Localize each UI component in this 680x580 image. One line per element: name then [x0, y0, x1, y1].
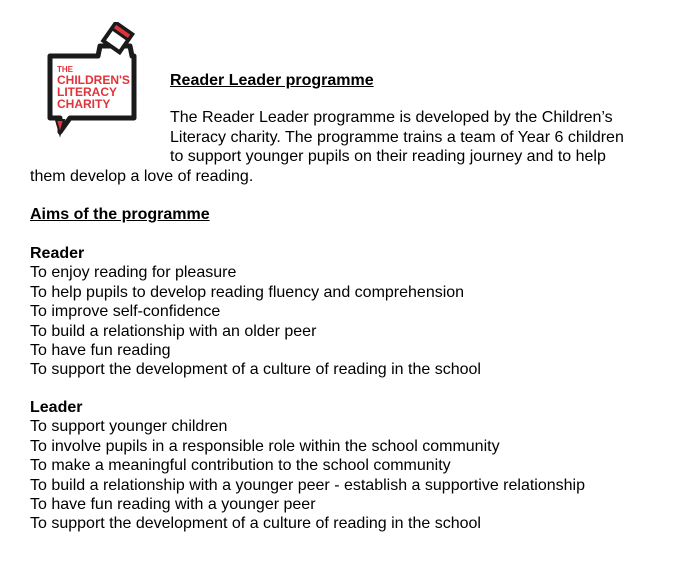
- list-item: To build a relationship with an older peer: [30, 322, 317, 340]
- reader-section: [30, 244, 670, 380]
- list-item: To involve pupils in a responsible role within the school community: [30, 437, 500, 455]
- logo-text-literacy: LITERACY: [57, 85, 117, 99]
- list-item: To support younger children: [30, 418, 228, 436]
- logo-text-the: THE: [57, 65, 73, 74]
- list-item: To support the development of a culture of reading in the school: [30, 515, 481, 533]
- list-item: To enjoy reading for pleasure: [30, 264, 237, 282]
- intro-line: them develop a love of reading.: [30, 167, 254, 185]
- list-item: To help pupils to develop reading fluency and comprehension: [30, 283, 465, 301]
- list-item: To improve self-confidence: [30, 303, 221, 321]
- list-item: To build a relationship with a younger peer - establish a supportive relationship: [30, 476, 585, 494]
- list-item: To have fun reading: [30, 342, 171, 360]
- reader-aims-list: [30, 263, 670, 379]
- logo-text-childrens: CHILDREN'S: [57, 73, 130, 87]
- intro-line: Literacy charity. The programme trains a team of Year 6 children: [170, 128, 624, 146]
- leader-aims-list: [30, 417, 670, 533]
- intro-line: The Reader Leader programme is developed by the Children’s: [170, 109, 613, 126]
- logo-text-charity: CHARITY: [57, 97, 111, 111]
- list-item: To support the development of a culture of reading in the school: [30, 361, 481, 379]
- intro-paragraph: [30, 108, 660, 186]
- leader-title: Leader: [30, 399, 83, 416]
- reader-title: Reader: [30, 245, 85, 262]
- page-title: Reader Leader programme: [170, 72, 374, 89]
- aims-heading: Aims of the programme: [30, 206, 210, 223]
- list-item: To make a meaningful contribution to the school community: [30, 457, 451, 475]
- intro-line: to support younger pupils on their reading journey and to help: [170, 148, 606, 165]
- list-item: To have fun reading with a younger peer: [30, 496, 316, 514]
- leader-section: [30, 398, 670, 534]
